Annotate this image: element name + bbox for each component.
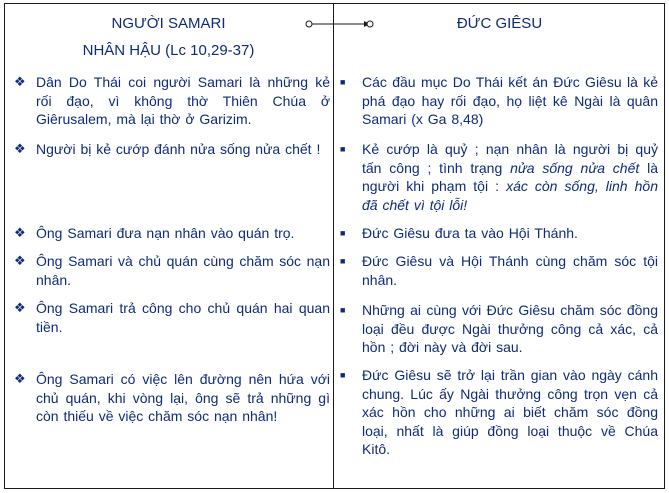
- list-item-text: Người bị kẻ cướp đánh nửa sống nửa chết !: [36, 141, 321, 157]
- diamond-bullet-icon: ❖: [14, 371, 26, 386]
- list-item: [14, 370, 330, 426]
- list-item-text: Ông Samari đưa nạn nhân vào quán trọ.: [36, 225, 295, 241]
- square-bullet-icon: ■: [340, 144, 346, 154]
- list-item: [340, 366, 658, 459]
- square-bullet-icon: ■: [340, 305, 346, 315]
- diamond-bullet-icon: ❖: [14, 300, 26, 315]
- right-column-title: ĐỨC GIÊSU: [456, 15, 543, 32]
- connector-arrow-icon: [300, 17, 380, 31]
- list-item-text: Các đầu mục Do Thái kết án Đức Giêsu là kẻ phá đạo hay rối đạo, họ liệt kê Ngài là quân Samari (x Ga 8,48): [362, 74, 658, 127]
- square-bullet-icon: ■: [340, 256, 346, 266]
- list-item: [340, 301, 658, 357]
- square-bullet-icon: ■: [340, 77, 346, 87]
- list-item: [14, 252, 330, 289]
- list-item-text: Ông Samari trả công cho chủ quán hai quan tiền.: [36, 300, 330, 335]
- list-item: [14, 140, 330, 159]
- diamond-bullet-icon: ❖: [14, 253, 26, 268]
- list-item: [340, 140, 658, 214]
- italic-phrase: nửa sống nửa chết: [510, 159, 640, 176]
- list-item-text: [362, 140, 658, 214]
- list-item: [14, 299, 330, 336]
- left-column-title: NGƯỜI SAMARI: [111, 15, 226, 32]
- list-item-text: Ông Samari có việc lên đường nên hứa với chủ quán, khi vòng lại, ông sẽ trả những gì còn thiếu về việc chăm sóc nạn nhân!: [36, 371, 330, 424]
- square-bullet-icon: ■: [340, 228, 346, 238]
- diamond-bullet-icon: ❖: [14, 141, 26, 156]
- text-segment: Kẻ cướp là quỷ ; nạn nhân là người bị quỷ tấn công ; tình trạng: [362, 141, 658, 176]
- list-item-text: Những ai cùng với Đức Giêsu chăm sóc đồng loại đều được Ngài thưởng công cả xác, cả hồn ; đời này và đời sau.: [362, 302, 658, 355]
- column-divider: [333, 3, 334, 489]
- text-segment: là người khi phạm tội :: [362, 159, 658, 194]
- list-item-text: Dân Do Thái coi người Samari là những kẻ rối đạo, vì không thờ Thiên Chúa ở Giêrusalem, mà lại thờ ở Garizim.: [36, 74, 330, 127]
- list-item: [340, 252, 658, 289]
- square-bullet-icon: ■: [340, 370, 346, 380]
- list-item: [340, 73, 658, 129]
- left-column-subtitle: NHÂN HẬU (Lc 10,29-37): [82, 42, 255, 59]
- diamond-bullet-icon: ❖: [14, 74, 26, 89]
- list-item-text: Đức Giêsu đưa ta vào Hội Thánh.: [362, 225, 578, 241]
- list-item-text: Đức Giêsu và Hội Thánh cùng chăm sóc tội nhân.: [362, 253, 658, 288]
- list-item-text: Đức Giêsu sẽ trở lại trần gian vào ngày cánh chung. Lúc ấy Ngài thưởng công trọn vẹn cả xác hồn cho những ai biết chăm sóc đồng loại, nhất là giúp đồng loại thuộc về Chúa Kitô.: [362, 367, 658, 457]
- italic-phrase: xác còn sống, linh hồn đã chết vì tội lỗi!: [362, 178, 658, 213]
- list-item: [14, 224, 330, 243]
- list-item: [340, 224, 658, 243]
- list-item-text: Ông Samari và chủ quán cùng chăm sóc nạn nhân.: [36, 253, 330, 288]
- list-item: [14, 73, 330, 129]
- diamond-bullet-icon: ❖: [14, 225, 26, 240]
